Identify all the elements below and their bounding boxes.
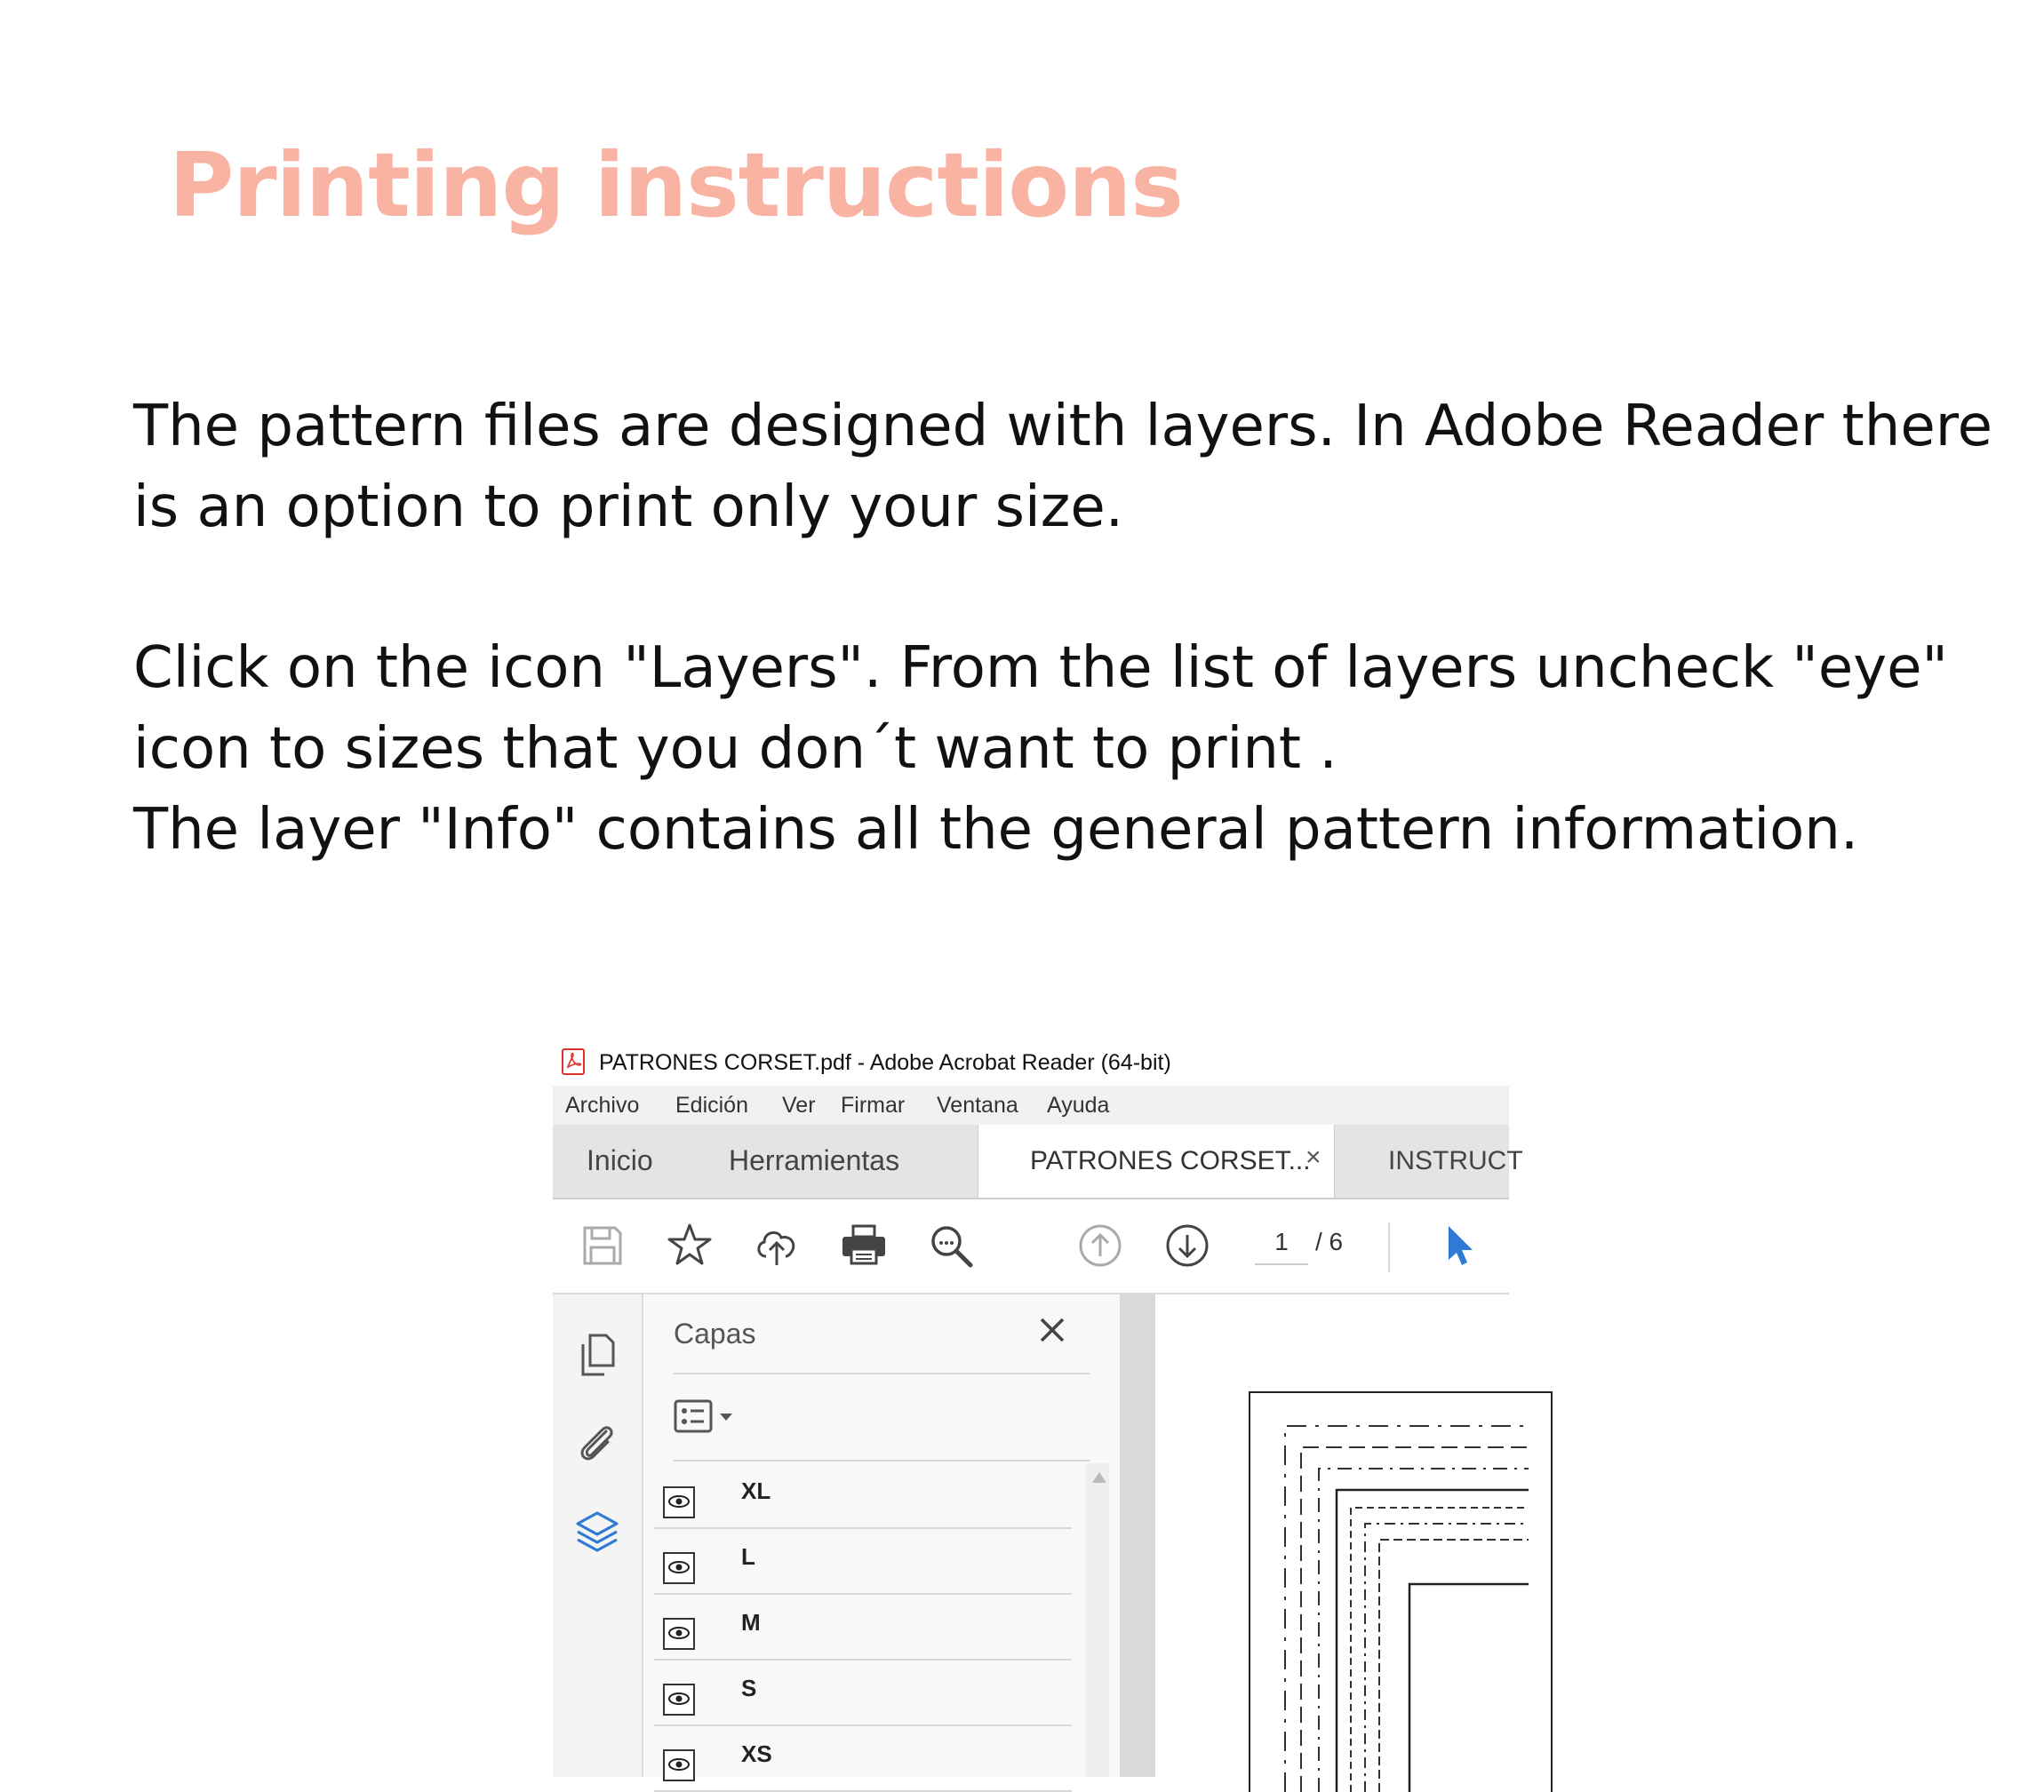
text-line: The pattern files are designed with layers. In Adobe Reader there <box>133 394 1992 459</box>
eye-icon <box>668 1692 690 1706</box>
layer-visibility-toggle[interactable] <box>663 1749 695 1781</box>
tab-inicio[interactable]: Inicio <box>587 1144 653 1176</box>
pdf-file-icon <box>562 1048 585 1075</box>
tab-herramientas[interactable]: Herramientas <box>729 1144 900 1176</box>
zoom-icon[interactable] <box>926 1221 976 1270</box>
menu-ayuda[interactable]: Ayuda <box>1047 1093 1110 1118</box>
eye-icon <box>668 1626 690 1640</box>
layer-list-scrollbar[interactable] <box>1086 1463 1109 1777</box>
layer-row[interactable] <box>654 1529 1072 1595</box>
layers-icon[interactable] <box>572 1508 622 1557</box>
page-down-icon[interactable] <box>1162 1221 1212 1270</box>
layer-label: XL <box>741 1477 771 1504</box>
toolbar-divider <box>1388 1223 1390 1272</box>
document-view[interactable] <box>1155 1294 1509 1777</box>
layers-paragraph <box>133 628 1948 871</box>
layers-panel <box>643 1294 1141 1777</box>
layer-label: L <box>741 1543 755 1570</box>
options-menu-icon[interactable] <box>674 1396 745 1438</box>
eye-icon <box>668 1560 690 1574</box>
layer-visibility-toggle[interactable] <box>663 1684 695 1716</box>
window-title: PATRONES CORSET.pdf - Adobe Acrobat Reader (64-bit) <box>599 1050 1171 1075</box>
panel-divider <box>674 1373 1090 1374</box>
menu-ventana[interactable]: Ventana <box>937 1093 1018 1118</box>
tab-document-label: PATRONES CORSET... <box>1030 1146 1311 1175</box>
scroll-up-arrow-icon[interactable] <box>1092 1472 1106 1483</box>
navigation-rail <box>553 1294 643 1777</box>
menu-ver[interactable]: Ver <box>782 1093 816 1118</box>
toolbar <box>553 1199 1509 1294</box>
text-line: icon to sizes that you don´t want to print . <box>133 716 1337 782</box>
layers-panel-title: Capas <box>674 1318 756 1350</box>
cloud-upload-icon[interactable] <box>752 1221 802 1270</box>
page-total: / 6 <box>1315 1228 1344 1255</box>
page-title: Printing instructions <box>169 133 1183 237</box>
panel-divider <box>674 1460 1090 1461</box>
text-line: Click on the icon "Layers". From the list of layers uncheck "eye" <box>133 635 1948 701</box>
page-number-input[interactable]: 1 <box>1255 1228 1308 1265</box>
tab-bar <box>553 1125 1523 1199</box>
menu-bar <box>553 1086 1509 1125</box>
text-line: is an option to print only your size. <box>133 474 1124 540</box>
intro-paragraph <box>133 386 1992 548</box>
tab-close-icon[interactable]: × <box>1305 1143 1321 1172</box>
layer-label: M <box>741 1609 761 1636</box>
layer-list <box>654 1463 1072 1783</box>
text-line: The layer "Info" contains all the general pattern information. <box>133 797 1859 863</box>
pages-icon[interactable] <box>572 1330 622 1380</box>
layer-row[interactable] <box>654 1726 1072 1792</box>
pattern-preview <box>1155 1294 1509 1777</box>
window-titlebar <box>553 1039 1509 1086</box>
layer-row[interactable] <box>654 1595 1072 1661</box>
page-up-icon[interactable] <box>1075 1221 1125 1270</box>
menu-archivo[interactable]: Archivo <box>565 1093 640 1118</box>
star-icon[interactable] <box>665 1221 715 1270</box>
layer-label: XS <box>741 1740 772 1767</box>
print-icon[interactable] <box>839 1221 889 1270</box>
layer-visibility-toggle[interactable] <box>663 1552 695 1584</box>
close-icon[interactable] <box>1034 1312 1070 1348</box>
menu-edicion[interactable]: Edición <box>675 1093 748 1118</box>
layer-row[interactable] <box>654 1463 1072 1529</box>
eye-icon <box>668 1757 690 1772</box>
acrobat-screenshot <box>553 1039 1523 1777</box>
attachment-icon[interactable] <box>572 1419 622 1469</box>
layer-row[interactable] <box>654 1661 1072 1726</box>
layer-visibility-toggle[interactable] <box>663 1618 695 1650</box>
save-icon[interactable] <box>578 1221 627 1270</box>
cursor-icon[interactable] <box>1433 1221 1482 1270</box>
layer-visibility-toggle[interactable] <box>663 1486 695 1518</box>
layer-label: S <box>741 1675 757 1701</box>
tab-document-active[interactable] <box>978 1125 1335 1198</box>
menu-firmar[interactable]: Firmar <box>841 1093 906 1118</box>
tab-instructions[interactable]: INSTRUCT <box>1388 1146 1523 1175</box>
eye-icon <box>668 1494 690 1509</box>
panel-splitter[interactable] <box>1120 1294 1155 1777</box>
